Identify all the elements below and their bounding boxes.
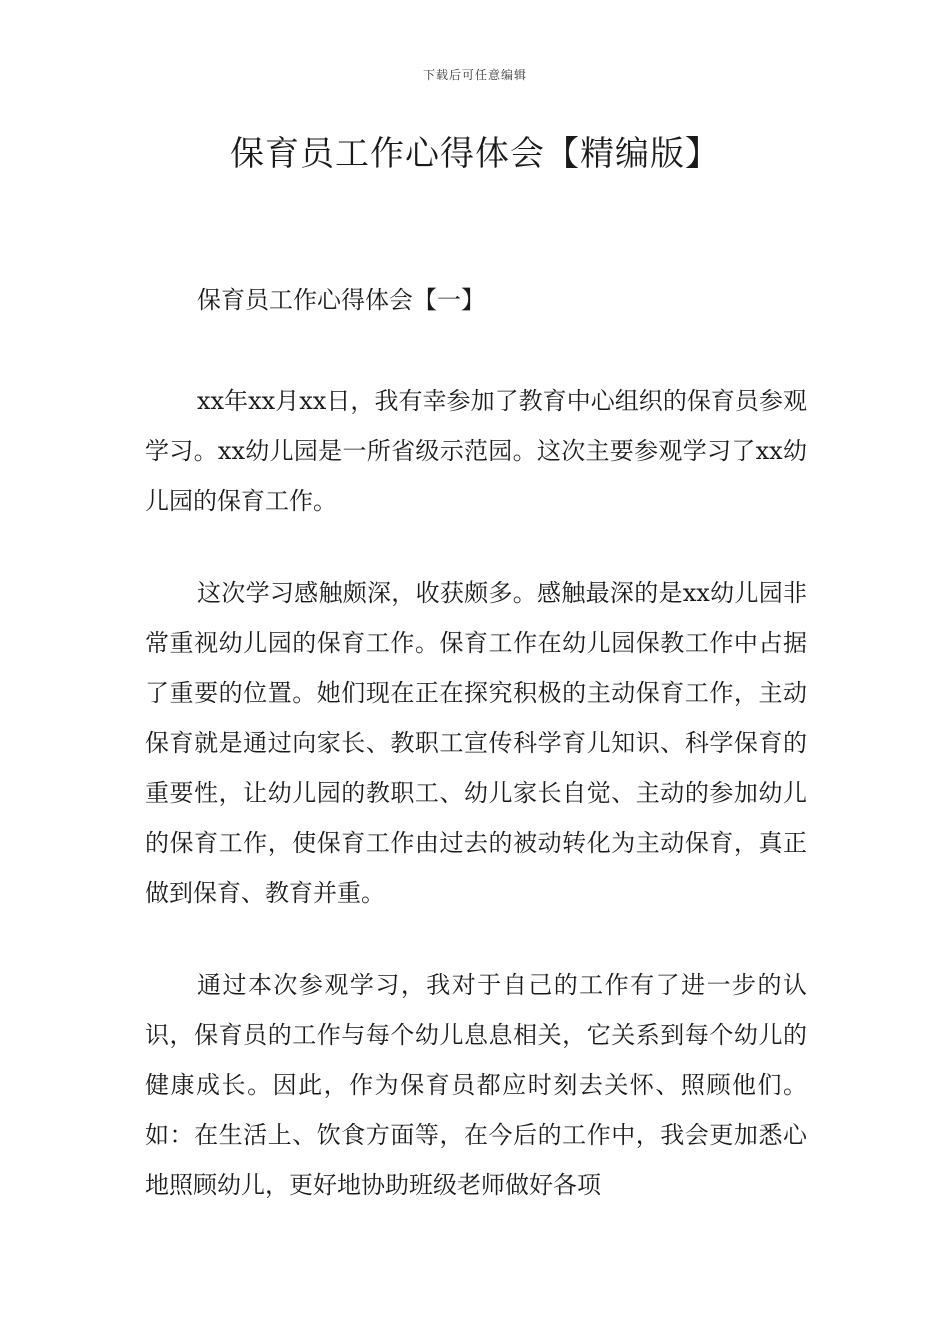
paragraph-3: 通过本次参观学习，我对于自己的工作有了进一步的认识，保育员的工作与每个幼儿息息相关，它关系到每个幼儿的健康成长。因此，作为保育员都应时刻去关怀、照顾他们。如：在生活上、饮食方面等，在今后的工作中，我会更加悉心地照顾幼儿，更好地协助班级老师做好各项 bbox=[145, 971, 807, 1199]
paragraph-1: xx年xx月xx日，我有幸参加了教育中心组织的保育员参观学习。xx幼儿园是一所省级示范园。这次主要参观学习了xx幼儿园的保育工作。 bbox=[145, 387, 807, 515]
paragraph-2: 这次学习感触颇深，收获颇多。感触最深的是xx幼儿园非常重视幼儿园的保育工作。保育工作在幼儿园保教工作中占据了重要的位置。她们现在正在探究积极的主动保育工作，主动保育就是通过向家长、教职工宣传科学育儿知识、科学保育的重要性，让幼儿园的教职工、幼儿家长自觉、主动的参加幼儿的保育工作，使保育工作由过去的被动转化为主动保育，真正做到保育、教育并重。 bbox=[145, 579, 807, 907]
document-body bbox=[145, 280, 807, 1252]
section-heading: 保育员工作心得体会【一】 bbox=[197, 286, 485, 314]
document-title: 保育员工作心得体会【精编版】 bbox=[230, 134, 720, 174]
header-note: 下载后可任意编辑 bbox=[422, 68, 527, 82]
